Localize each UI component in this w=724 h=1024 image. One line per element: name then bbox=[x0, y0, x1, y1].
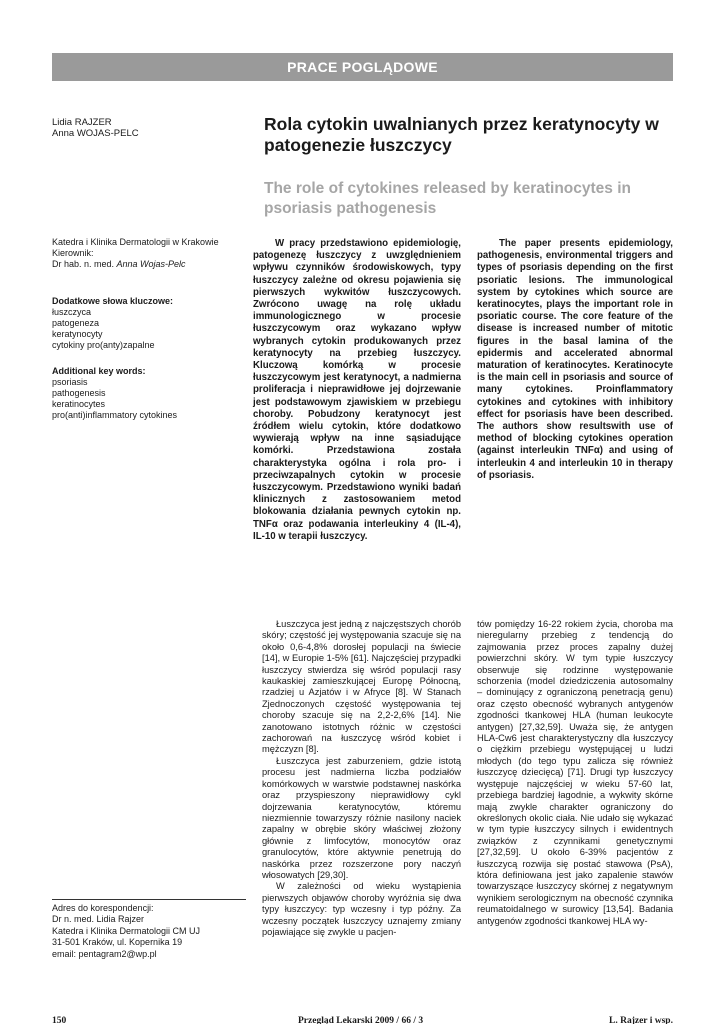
journal-citation: Przegląd Lekarski 2009 / 66 / 3 bbox=[298, 1016, 424, 1024]
correspondence-line: Adres do korespondencji: bbox=[52, 903, 154, 913]
correspondence-line: 31-501 Kraków, ul. Kopernika 19 bbox=[52, 937, 183, 948]
body-column-left bbox=[262, 619, 461, 938]
keyword: łuszczyca bbox=[52, 307, 92, 317]
keyword: pathogenesis bbox=[52, 388, 106, 398]
correspondence-line: Katedra i Klinika Dermatologii CM UJ bbox=[52, 925, 201, 936]
keywords-heading: Additional key words: bbox=[52, 366, 146, 376]
body-column-right bbox=[477, 619, 673, 927]
keywords-english bbox=[52, 366, 248, 421]
abstract-polish: W pracy przedstawiono epidemiologię, patogenezę łuszczycy z uwzględnieniem wpływu czynników środowiskowych, typy łuszczycy zależne od okresu pojawienia się pierwszych wykwitów łuszczycowych. Zwrócono uwagę na rolę układu immunologicznego w procesie łuszczycowym oraz wykazano wpływ wybranych cytokin produkowanych przez keratynocyty na przebieg łuszczycy. Kluczową komórką w procesie łuszczycowym jest keratynocyt, a nadmierna proliferacja i nieprawidłowe jej dojrzewanie jest podstawowym zjawiskiem w przebiegu choroby. Pobudzony keratynocyt jest źródłem wielu cytokin, które dodatkowo wywierają wpływ na inne sąsiadujące komórki. Przedstawiona została charakterystyka ogólna i rola pro- i przeciwzapalnych cytokin w procesie łuszczycowym. Przedstawiono wyniki badań klinicznych z zastosowaniem metod blokowania działania pewnych cytokin np. TNFα oraz podawania interleukiny 4 (IL-4), IL-10 w terapii łuszczycy. bbox=[253, 238, 461, 542]
article-title-english: The role of cytokines released by keratinocytes in psoriasis pathogenesis bbox=[264, 180, 631, 217]
correspondence-line: Dr n. med. Lidia Rajzer bbox=[52, 914, 145, 925]
section-banner: PRACE POGLĄDOWE bbox=[52, 53, 673, 81]
keyword: cytokiny pro(anty)zapalne bbox=[52, 340, 155, 350]
body-paragraph: tów pomiędzy 16-22 rokiem życia, choroba ma nieregularny przebieg z tendencją do zajmowania przez proces zapalny dużej powierzchni skóry. W tym typie łuszczycy obserwuje się rodzinne występowanie schorzenia (model dziedziczenia autosomalny – dominujący z ograniczoną penetracją genu) oraz często obecność wybranych antygenów zgodności tkankowej HLA (human leukocyte antygen) [27,32,59]. Uważa się, że antygen HLA-Cw6 jest charakterystyczny dla łuszczycy o ciężkim przebiegu występującej u ludzi młodych (do tego typu zalicza się również łuszczycę dziecięcą) [71]. Drugi typ łuszczycy występuje najczęściej w wieku 57-60 lat, przebiega bardziej łagodnie, a wykwity skórne mają zwykle charakter ograniczony do określonych okolic ciała. Nie udało się wykazać w tym typie łuszczycy silnych i ewidentnych związków z czynnikami genetycznymi [27,32,59]. U około 6-39% pacjentów z łuszczycą rozwija się postać stawowa (PsA), która definiowana jest jako zapalenie stawów towarzyszące łuszczycy skórnej z negatywnym wynikiem serologicznym na obecność czynnika reumatoidalnego w surowicy [13,54]. Badania antygenów zgodności tkankowej HLA wy- bbox=[477, 619, 673, 926]
affiliation bbox=[52, 237, 248, 270]
keyword: psoriasis bbox=[52, 377, 88, 387]
keyword: keratinocytes bbox=[52, 399, 106, 409]
affiliation-line bbox=[52, 259, 248, 270]
body-paragraph: Łuszczyca jest jedną z najczęstszych chorób skóry; częstość jej występowania szacuje się na około 0,6-4,8% dorosłej populacji na świecie [14], w Europie 1-5% [61]. Najczęściej przypadki łuszczycy stwierdza się wśród populacji rasy kaukaskiej zamieszkującej Europę Północną, rzadziej u Azjatów i w Afryce [8]. W Stanach Zjednoczonych częstość występowania tej choroby szacuje się na 2,2-2,6% [14]. Nie zanotowano istotnych różnic w częstości zachorowań na łuszczycę wśród kobiet i mężczyzn [8]. bbox=[262, 619, 461, 755]
keywords-polish bbox=[52, 296, 248, 351]
affiliation-line: Katedra i Klinika Dermatologii w Krakowie bbox=[52, 237, 219, 247]
correspondence-divider bbox=[52, 899, 246, 900]
correspondence-address bbox=[52, 903, 248, 960]
body-paragraph: W zależności od wieku wystąpienia pierwszych objawów choroby wyróżnia się dwa typy łuszczycy: typ wczesny i typ późny. Za wczesny początek łuszczycy uznajemy zmiany pojawiające się zwykle u pacjen- bbox=[262, 881, 461, 937]
article-title-polish: Rola cytokin uwalnianych przez keratynocyty w patogenezie łuszczycy bbox=[264, 114, 659, 155]
author-name: Anna WOJAS-PELC bbox=[52, 128, 139, 139]
abstract-english: The paper presents epidemiology, pathogenesis, environmental triggers and types of psoriasis depending on the first psoriatic lesions. The immunological system by cytokines which source are keratinocytes, plays the important role in psoriatic course. The core feature of the disease is increased number of mitotic figures in the basal lamina of the epidermis and accelerated abnormal maturation of keratinocytes. Keratinocyte is the main cell in psoriasis and source of many cytokines. Proinflammatory cytokines and cytokines with inhibitory effect for psoriasis have been described. The authors show resultswith use of method of blocking cytokines operation (against interleukin TNFα) and using of interleukin 4 and interleukin 10 in therapy of psoriasis. bbox=[477, 238, 673, 481]
author-list bbox=[52, 117, 139, 139]
keyword: keratynocyty bbox=[52, 329, 103, 339]
affiliation-head-name: Anna Wojas-Pelc bbox=[116, 259, 186, 269]
keyword: pro(anti)inflammatory cytokines bbox=[52, 410, 178, 420]
author-name: Lidia RAJZER bbox=[52, 117, 112, 128]
affiliation-line: Kierownik: bbox=[52, 248, 94, 258]
page-number: 150 bbox=[52, 1016, 67, 1024]
body-paragraph: Łuszczyca jest zaburzeniem, gdzie istotą procesu jest nadmierna liczba podziałów komórkowych w warstwie podstawnej naskórka oraz przyspieszony nieprawidłowy cykl dojrzewania keratynocytów, któremu niezmiennie towarzyszy różnie nasilony naciek zapalny w obrębie skóry właściwej złożony głównie z limfocytów, monocytów oraz granulocytów, które aktywnie penetrują do naskórka przez rozszerzone pory naczyń włosowatych [29,30]. bbox=[262, 755, 461, 880]
correspondence-email: email: pentagram2@wp.pl bbox=[52, 948, 157, 959]
running-author: L. Rajzer i wsp. bbox=[609, 1016, 673, 1024]
keywords-heading: Dodatkowe słowa kluczowe: bbox=[52, 296, 174, 306]
keyword: patogeneza bbox=[52, 318, 100, 328]
affiliation-title: Dr hab. n. med. bbox=[52, 259, 117, 269]
